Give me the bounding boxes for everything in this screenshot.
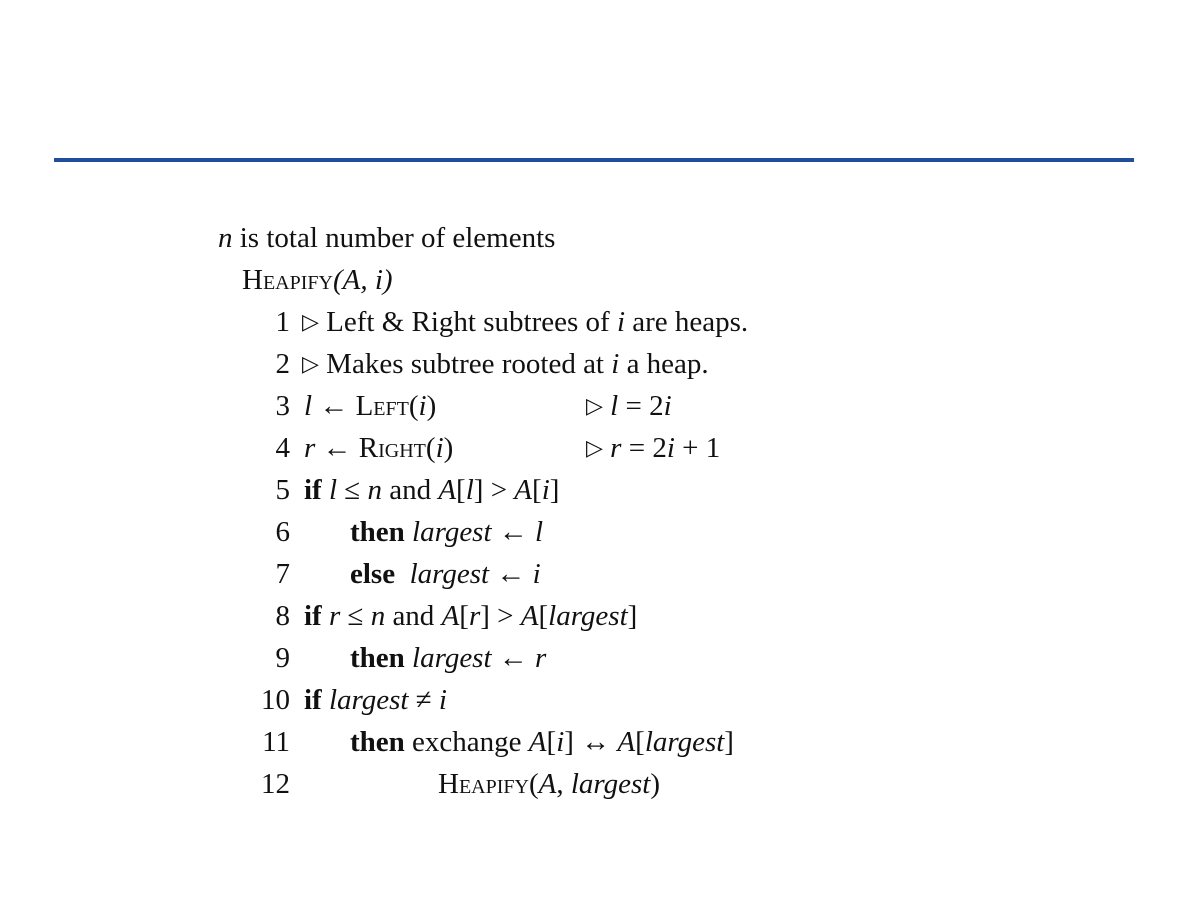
variable: largest [321,684,409,716]
intro-line [218,220,555,256]
line-comment [586,388,672,425]
keyword: if [304,474,322,506]
keyword: then [350,516,405,548]
line-body [350,514,543,550]
line-body [304,388,436,424]
variable: i [435,432,444,464]
line-number: 1 [275,306,290,338]
assign-arrow: ← [491,516,536,548]
variable: i [611,348,620,380]
variable: l [304,390,313,422]
line-number: 8 [275,600,290,632]
line-number: 6 [275,516,290,548]
variable: largest [570,768,651,800]
text: exchange [404,726,529,758]
intro-var: n [218,222,233,254]
text: [ [635,726,645,758]
text: ] > [473,474,515,506]
text: a heap. [619,348,709,380]
text: ] [724,726,734,758]
variable: i [418,390,427,422]
procedure-args: (A, i) [332,264,393,296]
line-comment [586,430,720,467]
line-body [304,472,559,508]
text: ( [408,390,419,422]
line-number: 2 [275,348,290,380]
line-body [350,724,734,760]
variable: A [617,726,636,758]
text: Left & Right subtrees of [318,306,617,338]
text: Makes subtree rooted at [318,348,612,380]
text: [ [538,600,549,632]
variable: r [535,642,547,674]
line-body [350,556,541,592]
comment-triangle-icon: ▷ [586,394,603,419]
assign-arrow: ← [315,432,359,464]
text: ] ↔ [564,726,618,758]
variable: i [532,558,541,590]
text: ) [443,432,454,464]
keyword: if [304,600,322,632]
text: [ [546,726,557,758]
line-body [302,346,709,383]
variable: l [465,474,474,506]
procedure-name: Heapify [242,264,333,296]
line-number: 5 [275,474,290,506]
line-body [302,304,748,341]
keyword: then [350,642,405,674]
text: ( [528,768,539,800]
variable: l [321,474,338,506]
line-body [304,430,453,466]
variable: A [538,768,557,800]
variable: i [663,390,672,422]
variable: l [535,516,544,548]
variable: A [528,726,547,758]
variable: r [468,600,481,632]
text: , [556,768,571,800]
variable: i [666,432,675,464]
line-body [438,766,660,802]
text: [ [459,600,469,632]
text: ] > [480,600,521,632]
text: + 1 [674,432,721,464]
line-body [304,598,637,634]
variable: r [304,432,316,464]
variable: n [367,474,382,506]
text: are heaps. [625,306,749,338]
text: ≤ [340,600,371,632]
text: ] [627,600,638,632]
variable: A [514,474,533,506]
line-number: 11 [262,726,290,758]
variable: A [441,600,460,632]
variable: largest [404,642,492,674]
variable: l [602,390,619,422]
variable: r [602,432,622,464]
variable: A [438,474,457,506]
text: ) [650,768,660,800]
keyword: else [350,558,396,590]
intro-text: is total number of elements [232,222,556,254]
assign-arrow: ← [312,390,356,422]
comment-triangle-icon: ▷ [302,352,319,377]
line-number: 12 [261,768,290,800]
variable: i [616,306,625,338]
line-number: 7 [275,558,290,590]
procedure-call: Left [355,390,409,422]
variable: largest [548,600,628,632]
text: [ [532,474,542,506]
assign-arrow: ← [491,642,536,674]
text: ≠ [408,684,439,716]
keyword: if [304,684,322,716]
line-number: 9 [275,642,290,674]
comment-triangle-icon: ▷ [302,310,319,335]
variable: largest [644,726,725,758]
text: and [381,474,439,506]
line-body [350,640,546,676]
line-number: 10 [261,684,290,716]
text: ( [425,432,436,464]
variable: largest [404,516,492,548]
variable: i [438,684,447,716]
assign-arrow: ← [489,558,533,590]
text: ] [549,474,560,506]
text: ≤ [337,474,368,506]
keyword: then [350,726,405,758]
text: = 2 [618,390,664,422]
text: ) [426,390,437,422]
procedure-call: Right [358,432,426,464]
variable: n [370,600,386,632]
text: [ [456,474,466,506]
procedure-header [242,262,393,298]
text: = 2 [621,432,667,464]
line-number: 4 [275,432,290,464]
variable: i [556,726,565,758]
text: and [385,600,442,632]
variable: r [321,600,341,632]
line-body [304,682,447,718]
variable: A [520,600,539,632]
variable: largest [395,558,490,590]
procedure-call: Heapify [438,768,529,800]
variable: i [541,474,550,506]
comment-triangle-icon: ▷ [586,436,603,461]
line-number: 3 [275,390,290,422]
